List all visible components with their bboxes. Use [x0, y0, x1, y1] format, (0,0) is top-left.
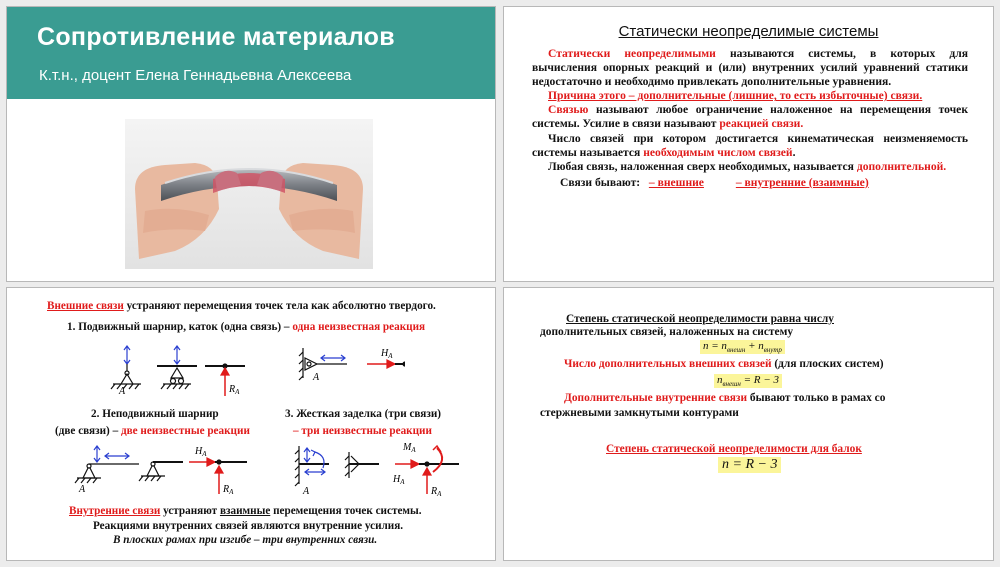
additional-text: Любая связь, наложенная сверх необходимых, называется: [548, 159, 857, 173]
fixed-line-2: [293, 425, 432, 437]
slide-statically-indeterminate[interactable]: [503, 6, 994, 282]
course-title: Сопротивление материалов: [37, 23, 395, 51]
formula-beams: n = R − 3: [718, 457, 781, 473]
author-subtitle: К.т.н., доцент Елена Геннадьевна Алексеева: [39, 67, 352, 84]
necessary-text: Число связей при котором достигается кинематическая неизменяемость системы называется: [532, 131, 968, 159]
internal-mutual: взаимные: [219, 505, 271, 517]
internal-text-1: устраняют: [160, 505, 220, 517]
formula-n-total: $n = n_{внешн} + n_{внутр}$: [700, 340, 785, 354]
fixed-red: – три неизвестные реакции: [293, 425, 432, 437]
slide-external-constraints[interactable]: [6, 287, 496, 561]
frames-line: В плоских рамах при изгибе – три внутренних связи.: [113, 534, 378, 546]
term-internal-constraints: Внутренние связи: [69, 505, 161, 517]
internal-extra-text: бывают только в рамах со: [747, 392, 886, 404]
label-ha-2: $H_A$: [195, 446, 207, 458]
external-line: [47, 300, 436, 312]
roller-text: 1. Подвижный шарнир, каток (одна связь) –: [67, 321, 293, 333]
reason-paragraph: Причина этого – дополнительные (лишние, то есть избыточные) связи.: [548, 89, 923, 103]
roller-support-diagrams: [105, 344, 405, 400]
pin-line: 2. Неподвижный шарнир: [91, 408, 219, 420]
internal-extra-red: Дополнительные внутренние связи: [564, 392, 748, 404]
additional-paragraph: [532, 160, 968, 174]
external-extra-red: Число дополнительных внешних связей: [564, 358, 772, 370]
type-external: – внешние: [648, 175, 704, 189]
necessary-end: .: [792, 145, 796, 159]
label-ra-2: $R_A$: [223, 484, 234, 496]
slide-degree-indeterminacy[interactable]: [503, 287, 994, 561]
fixed-line: 3. Жесткая заделка (три связи): [285, 408, 442, 420]
internal-extra-line: [564, 392, 885, 404]
label-ha-3: $H_A$: [393, 474, 405, 486]
pin-red: две неизвестные реакции: [120, 425, 250, 437]
slide2-title: Статически неопределимые системы: [618, 23, 879, 40]
slide-title[interactable]: [6, 6, 496, 282]
label-a-3: A: [79, 484, 86, 495]
external-extra-line: [564, 358, 884, 370]
roller-line: [67, 321, 425, 333]
pin-fixed-diagrams: [67, 442, 467, 498]
internal-line: [69, 505, 422, 517]
degree-line-2: дополнительных связей, наложенных на систему: [540, 326, 794, 338]
constraint-paragraph: [532, 103, 968, 131]
definition-text: называются системы, в которых для вычисления опорных реакций и (или) внутренних усилий уравнений статики недостаточно и необходимо привлекать дополнительные уравнения.: [532, 47, 968, 89]
internal-forces-line: Реакциями внутренних связей являются внутренние усилия.: [93, 520, 404, 532]
label-a-1: A: [119, 386, 126, 397]
label-ma: $M_A$: [403, 442, 416, 454]
roller-red: одна неизвестная реакция: [292, 321, 426, 333]
external-extra-text: (для плоских систем): [771, 358, 884, 370]
label-ra-3: $R_A$: [431, 486, 442, 498]
term-external-constraints: Внешние связи: [47, 300, 124, 312]
pin-text: (две связи) –: [55, 425, 121, 437]
slide2-body: [532, 47, 968, 190]
closed-contours-line: стержневыми замкнутыми контурами: [540, 407, 739, 419]
beams-degree-line: Степень статической неопределимости для балок: [606, 443, 862, 455]
types-label: Связи бывают:: [560, 175, 641, 189]
label-a-4: A: [303, 486, 310, 497]
degree-term: Степень статической неопределимости равна числу: [566, 313, 834, 325]
term-constraint: Связью: [548, 103, 589, 117]
degree-line-1: [566, 313, 952, 325]
term-reaction: реакцией связи.: [719, 117, 804, 131]
constraint-text: называют любое ограничение наложенное на перемещения точек системы. Усилие в связи называют: [532, 103, 968, 131]
external-text: устраняют перемещения точек тела как абсолютно твердого.: [123, 300, 436, 312]
term-indeterminate: Статически неопределимыми: [548, 47, 716, 60]
formula-n-external: $n_{внешн} = R - 3$: [714, 374, 782, 388]
label-a-2: A: [313, 372, 320, 383]
pin-line-2: [55, 425, 250, 437]
term-additional: дополнительной.: [856, 159, 947, 173]
necessary-paragraph: [532, 132, 968, 160]
type-internal: – внутренние (взаимные): [735, 175, 869, 189]
bent-phone-photo: [125, 119, 373, 269]
title-banner: [7, 7, 495, 99]
internal-text-2: перемещения точек системы.: [270, 505, 422, 517]
types-paragraph: [532, 176, 968, 190]
label-ha-1: $H_A$: [381, 348, 393, 360]
label-ra-1: $R_A$: [229, 384, 240, 396]
term-necessary: необходимым числом связей: [643, 145, 793, 159]
definition-paragraph: [532, 47, 968, 89]
